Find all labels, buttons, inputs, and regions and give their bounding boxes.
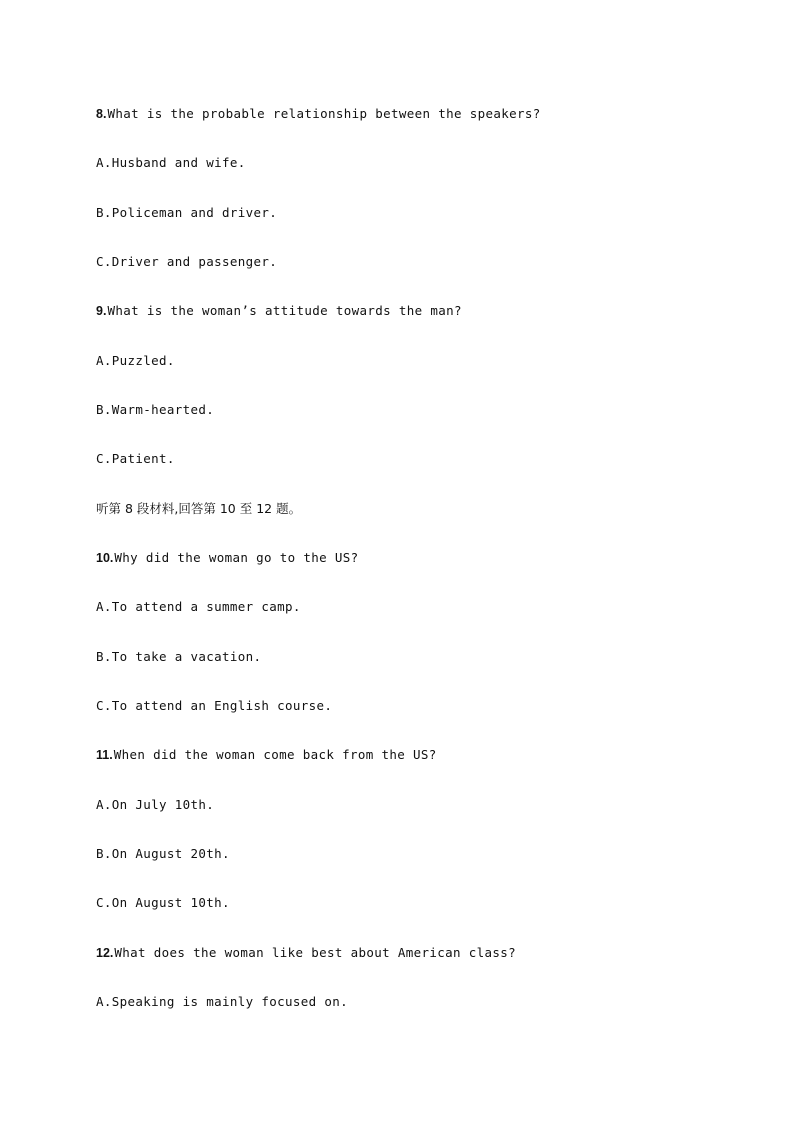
option-12a: A.Speaking is mainly focused on. [96,994,349,1009]
option-10a: A.To attend a summer camp. [96,599,301,614]
question-number: 12. [96,946,114,960]
option-11b: B.On August 20th. [96,846,230,861]
question-number: 10. [96,551,114,565]
question-text: What does the woman like best about American class? [114,945,517,960]
option-8c: C.Driver and passenger. [96,254,278,269]
option-10c: C.To attend an English course. [96,698,333,713]
option-9c: C.Patient. [96,451,175,466]
question-11 [96,747,437,763]
option-10b: B.To take a vacation. [96,649,262,664]
question-9 [96,303,462,319]
section-instruction: 听第 8 段材料,回答第 10 至 12 题。 [96,501,302,516]
question-12 [96,945,516,961]
question-text: Why did the woman go to the US? [114,550,359,565]
question-10 [96,550,359,566]
option-11c: C.On August 10th. [96,895,230,910]
question-text: When did the woman come back from the US? [113,747,437,762]
option-9b: B.Warm-hearted. [96,402,215,417]
question-8 [96,106,541,122]
question-text: What is the woman’s attitude towards the man? [107,303,462,318]
option-11a: A.On July 10th. [96,797,215,812]
option-8a: A.Husband and wife. [96,155,246,170]
question-text: What is the probable relationship between the speakers? [107,106,541,121]
question-number: 11. [96,748,113,762]
question-number: 8. [96,107,107,121]
option-8b: B.Policeman and driver. [96,205,278,220]
question-number: 9. [96,304,107,318]
option-9a: A.Puzzled. [96,353,175,368]
